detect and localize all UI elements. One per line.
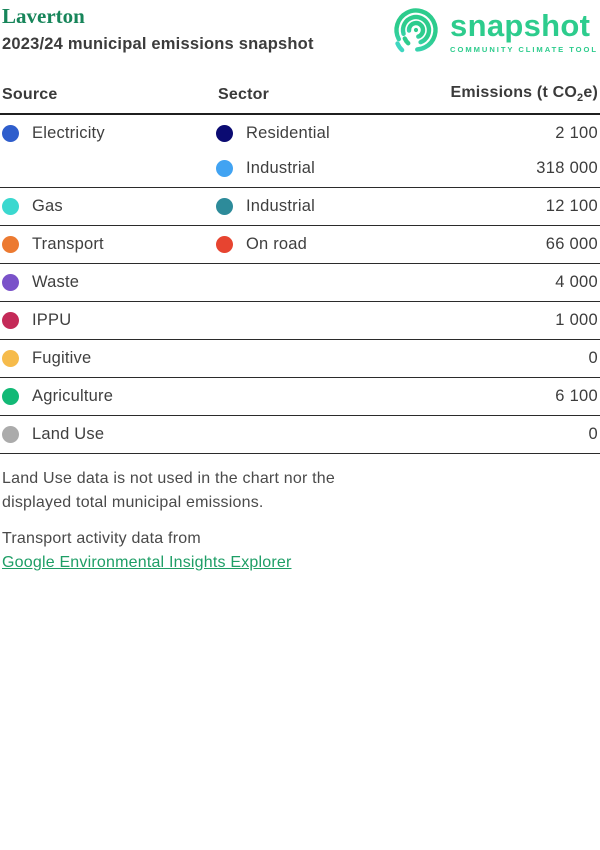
source-color-dot bbox=[2, 236, 19, 253]
source-label: Land Use bbox=[32, 425, 105, 444]
land-use-note: Land Use data is not used in the chart nor the displayed total municipal emissions. bbox=[2, 470, 335, 511]
emissions-column-header bbox=[450, 84, 598, 104]
sector-line bbox=[216, 341, 600, 376]
source-color-dot bbox=[2, 426, 19, 443]
logo-tagline: COMMUNITY CLIMATE TOOL bbox=[450, 45, 598, 54]
source-label: Fugitive bbox=[32, 349, 92, 368]
source-label: Transport bbox=[32, 235, 104, 254]
report-subtitle: 2023/24 municipal emissions snapshot bbox=[2, 35, 314, 54]
sector-line bbox=[216, 379, 600, 414]
snapshot-logo bbox=[391, 5, 598, 57]
sector-cell bbox=[216, 303, 600, 338]
sector-line bbox=[216, 265, 600, 300]
municipality-title: Laverton bbox=[2, 4, 85, 28]
sector-line bbox=[216, 303, 600, 338]
source-cell bbox=[0, 341, 216, 376]
sector-label: Industrial bbox=[246, 159, 315, 178]
emissions-header-suffix: e) bbox=[583, 84, 598, 101]
table-row bbox=[0, 340, 600, 378]
sector-column-header: Sector bbox=[218, 86, 269, 104]
table-row bbox=[0, 226, 600, 264]
source-color-dot bbox=[2, 388, 19, 405]
source-cell bbox=[0, 227, 216, 262]
sector-line bbox=[216, 417, 600, 452]
source-color-dot bbox=[2, 198, 19, 215]
sector-line bbox=[216, 116, 600, 151]
source-label: Waste bbox=[32, 273, 80, 292]
source-color-dot bbox=[2, 312, 19, 329]
sector-cell bbox=[216, 265, 600, 300]
source-color-dot bbox=[2, 274, 19, 291]
source-label: Electricity bbox=[32, 124, 105, 143]
sector-cell bbox=[216, 379, 600, 414]
sector-cell bbox=[216, 417, 600, 452]
sector-cell bbox=[216, 341, 600, 376]
sector-line bbox=[216, 227, 600, 262]
source-column-header: Source bbox=[2, 86, 58, 104]
sector-cell bbox=[216, 227, 600, 262]
emissions-value: 0 bbox=[588, 349, 598, 368]
source-cell bbox=[0, 379, 216, 414]
table-row bbox=[0, 264, 600, 302]
source-label: IPPU bbox=[32, 311, 72, 330]
sector-label: Residential bbox=[246, 124, 330, 143]
sector-label: Industrial bbox=[246, 197, 315, 216]
emissions-value: 0 bbox=[588, 425, 598, 444]
emissions-value: 4 000 bbox=[555, 273, 598, 292]
emissions-value: 318 000 bbox=[536, 159, 598, 178]
sector-label: On road bbox=[246, 235, 308, 254]
emissions-header-subscript: 2 bbox=[577, 92, 584, 105]
emissions-value: 1 000 bbox=[555, 311, 598, 330]
source-label: Agriculture bbox=[32, 387, 114, 406]
table-row bbox=[0, 416, 600, 454]
source-cell bbox=[0, 417, 216, 452]
source-cell bbox=[0, 116, 216, 151]
sector-cell bbox=[216, 116, 600, 186]
source-color-dot bbox=[2, 125, 19, 142]
source-label: Gas bbox=[32, 197, 63, 216]
emissions-value: 66 000 bbox=[545, 235, 598, 254]
emissions-value: 2 100 bbox=[555, 124, 598, 143]
snapshot-spiral-icon bbox=[391, 5, 441, 57]
sector-color-dot bbox=[216, 236, 233, 253]
sector-color-dot bbox=[216, 125, 233, 142]
footnotes bbox=[2, 467, 598, 574]
logo-text bbox=[450, 10, 598, 54]
emissions-value: 12 100 bbox=[545, 197, 598, 216]
header bbox=[0, 0, 600, 57]
table-row bbox=[0, 115, 600, 188]
source-cell bbox=[0, 189, 216, 224]
table-row bbox=[0, 302, 600, 340]
source-cell bbox=[0, 303, 216, 338]
sector-line bbox=[216, 189, 600, 224]
transport-note: Transport activity data from bbox=[2, 530, 201, 548]
sector-cell bbox=[216, 189, 600, 224]
transport-note-block bbox=[2, 527, 347, 574]
source-color-dot bbox=[2, 350, 19, 367]
emissions-header-text: Emissions (t CO bbox=[450, 84, 578, 101]
title-block bbox=[2, 5, 314, 54]
transport-data-link[interactable]: Google Environmental Insights Explorer bbox=[2, 553, 292, 571]
sector-line bbox=[216, 151, 600, 186]
source-cell bbox=[0, 265, 216, 300]
emissions-table-body bbox=[0, 115, 600, 454]
sector-color-dot bbox=[216, 160, 233, 177]
emissions-value: 6 100 bbox=[555, 387, 598, 406]
table-row bbox=[0, 378, 600, 416]
table-header-row bbox=[0, 84, 600, 115]
table-row bbox=[0, 188, 600, 226]
logo-wordmark: snapshot bbox=[450, 8, 591, 43]
sector-color-dot bbox=[216, 198, 233, 215]
